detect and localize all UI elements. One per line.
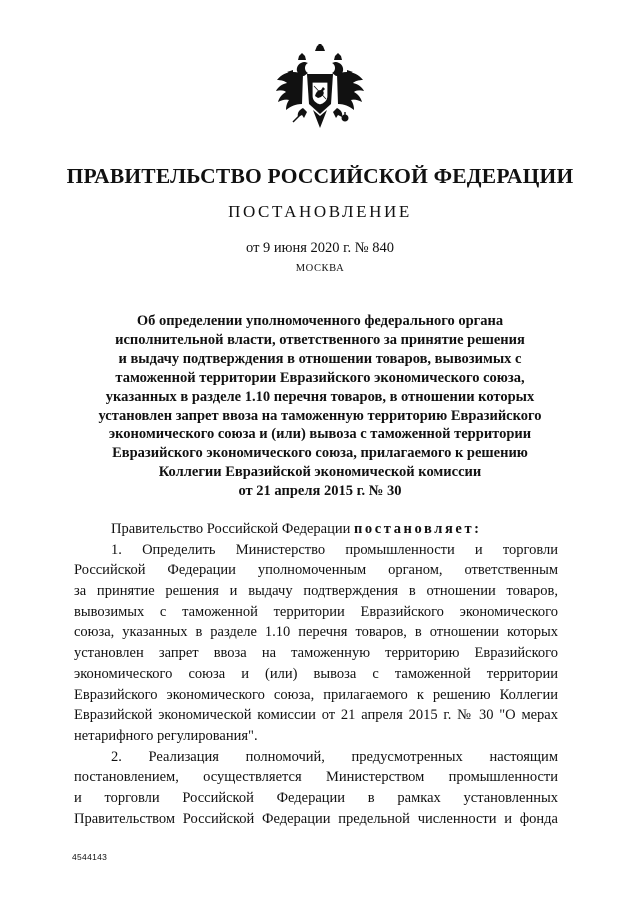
paragraph-2-line: Правительством Российской Федерации предельной численности и фонда — [74, 810, 558, 827]
title-line: от 21 апреля 2015 г. № 30 — [238, 483, 402, 500]
title-line: исполнительной власти, ответственного за принятие решения — [115, 331, 525, 348]
paragraph-1-line: Российской Федерации уполномоченным органом, ответственным — [74, 562, 558, 579]
paragraph-1-line: установлен запрет ввоза на таможенную территорию Евразийского — [74, 645, 558, 662]
document-code: 4544143 — [72, 852, 108, 862]
paragraph-1-line: за принятие решения и выдачу подтверждения в отношении товаров, — [74, 583, 558, 600]
title-line: Коллегии Евразийской экономической комиссии — [158, 464, 482, 481]
document-title — [80, 312, 560, 501]
document-type-heading: ПОСТАНОВЛЕНИЕ — [228, 202, 412, 221]
preamble-text: Правительство Российской Федерации — [111, 521, 351, 537]
title-line: и выдачу подтверждения в отношении товаров, вывозимых с — [118, 350, 522, 367]
title-line: таможенной территории Евразийского экономического союза, — [115, 369, 525, 386]
decree-word: постановляет: — [353, 521, 482, 537]
organization-heading: ПРАВИТЕЛЬСТВО РОССИЙСКОЙ ФЕДЕРАЦИИ — [66, 164, 574, 188]
paragraph-1-line: экономического союза и (или) вывоза с таможенной территории — [74, 665, 558, 682]
preamble-line — [74, 519, 558, 540]
paragraph-1-last-line: нетарифного регулирования". — [74, 727, 258, 744]
title-line: установлен запрет ввоза на таможенную территорию Евразийского — [98, 407, 542, 424]
paragraph-1-line: союза, указанных в разделе 1.10 перечня товаров, в отношении которых — [74, 624, 558, 641]
paragraph-1-line: Евразийской экономической комиссии от 21 апреля 2015 г. № 30 "О мерах — [74, 707, 558, 724]
paragraph-2-line: и торговли Российской Федерации в рамках установленных — [74, 789, 558, 806]
title-line: указанных в разделе 1.10 перечня товаров, в отношении которых — [105, 388, 535, 405]
title-line: Об определении уполномоченного федерального органа — [136, 313, 504, 329]
paragraph-1-line: 1. Определить Министерство промышленности и торговли — [111, 541, 558, 558]
city-label: МОСКВА — [295, 263, 345, 274]
paragraph-1-line: вывозимых с таможенной территории Евразийского экономического — [74, 603, 558, 620]
russian-coat-of-arms-icon — [273, 44, 367, 140]
paragraph-2-line: постановлением, осуществляется Министерством промышленности — [74, 769, 558, 786]
title-line: экономического союза и (или) вывоза с таможенной территории — [108, 426, 532, 443]
paragraph-1-line: Евразийского экономического союза, прилагаемого к решению Коллегии — [74, 686, 558, 703]
paragraph-2-line: 2. Реализация полномочий, предусмотренных настоящим — [111, 748, 558, 765]
date-and-number: от 9 июня 2020 г. № 840 — [246, 240, 394, 256]
document-body — [74, 519, 558, 829]
title-line: Евразийского экономического союза, прилагаемого к решению — [112, 445, 528, 462]
